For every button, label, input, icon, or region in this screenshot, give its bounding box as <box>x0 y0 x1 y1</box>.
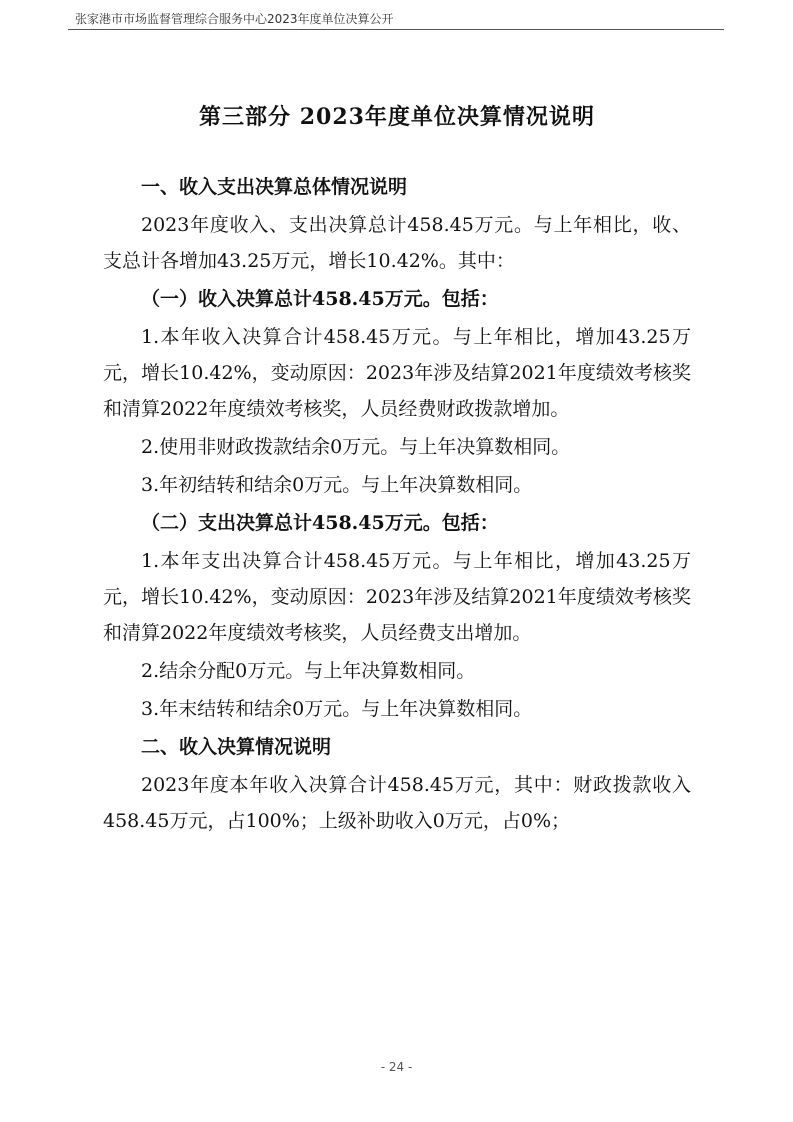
paragraph-totals: 2023年度收入、支出决算总计458.45万元。与上年相比，收、支总计各增加43.25万元，增长10.42%。其中： <box>103 214 691 272</box>
subheading-income-total: （一）收入决算总计458.45万元。包括： <box>141 288 499 310</box>
paragraph-income-3: 3.年初结转和结余0万元。与上年决算数相同。 <box>141 474 533 496</box>
paragraph-income-1: 1.本年收入决算合计458.45万元。与上年相比，增加43.25万元，增长10.42%，变动原因：2023年涉及结算2021年度绩效考核奖和清算2022年度绩效考核奖，人员经费财政拨款增加。 <box>103 326 691 420</box>
paragraph-expense-2: 2.结余分配0万元。与上年决算数相同。 <box>141 660 476 682</box>
header-divider <box>68 29 724 30</box>
paragraph-income-2: 2.使用非财政拨款结余0万元。与上年决算数相同。 <box>141 436 571 458</box>
section-heading-overview: 一、收入支出决算总体情况说明 <box>141 176 408 198</box>
paragraph-income-detail: 2023年度本年收入决算合计458.45万元，其中：财政拨款收入458.45万元，占100%；上级补助收入0万元，占0%； <box>103 774 691 832</box>
subheading-expense-total: （二）支出决算总计458.45万元。包括： <box>141 512 499 534</box>
page-header: 张家港市市场监督管理综合服务中心2023年度单位决算公开 <box>75 12 394 26</box>
page-title: 第三部分 2023年度单位决算情况说明 <box>199 104 595 130</box>
page-number: - 24 - <box>380 1060 413 1074</box>
section-heading-income: 二、收入决算情况说明 <box>141 736 332 758</box>
paragraph-expense-3: 3.年末结转和结余0万元。与上年决算数相同。 <box>141 698 533 720</box>
document-body <box>103 100 691 841</box>
paragraph-expense-1: 1.本年支出决算合计458.45万元。与上年相比，增加43.25万元，增长10.42%，变动原因：2023年涉及结算2021年度绩效考核奖和清算2022年度绩效考核奖，人员经费支出增加。 <box>103 550 691 644</box>
